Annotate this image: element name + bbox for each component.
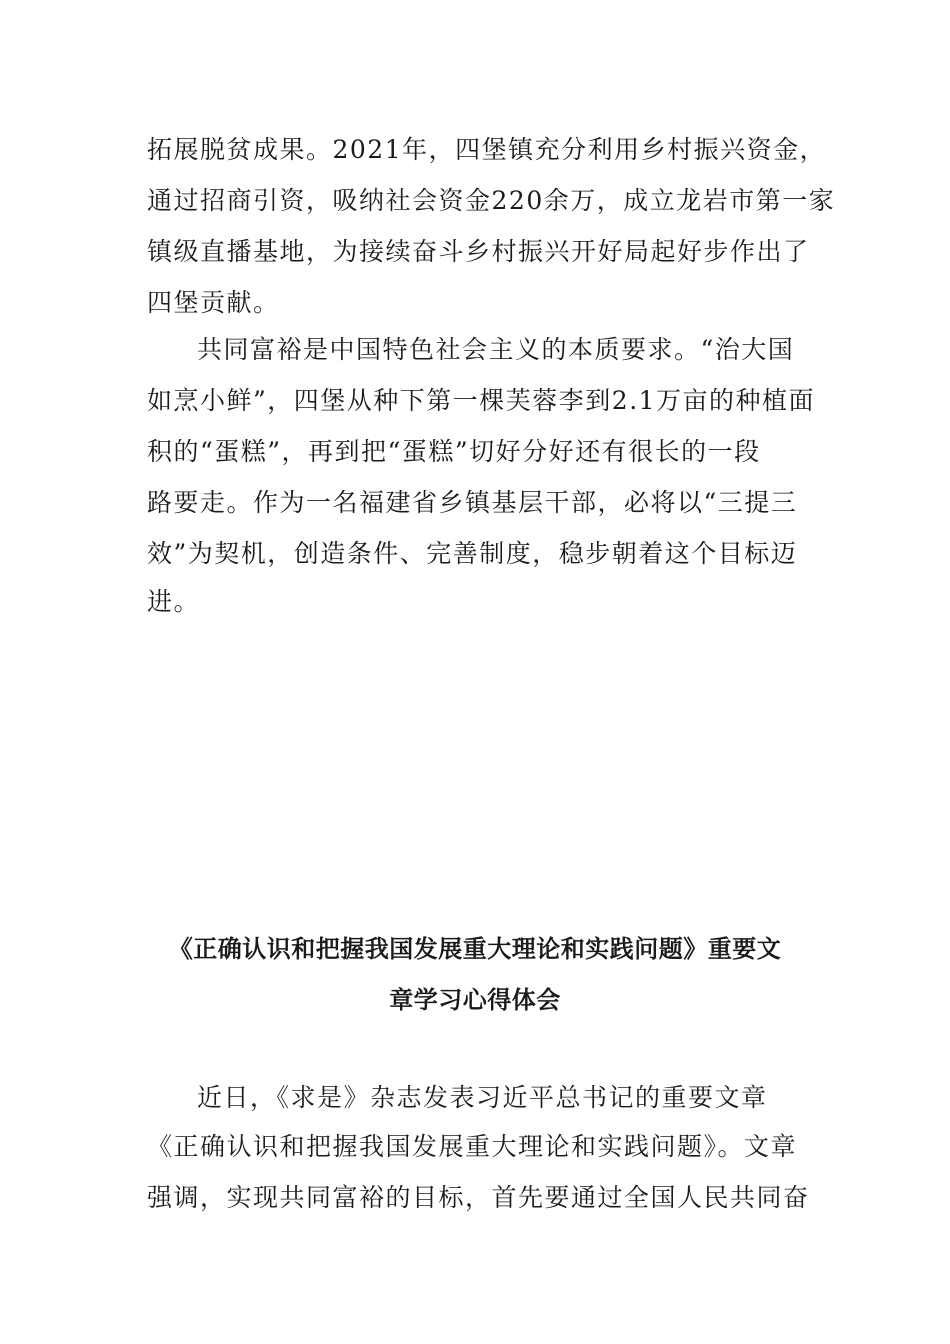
paragraph-2-line-4: 路要走。作为一名福建省乡镇基层干部，必将以“三提三 (147, 488, 798, 517)
article-title-line-1: 《正确认识和把握我国发展重大理论和实践问题》重要文 (168, 935, 782, 963)
paragraph-3-line-3: 强调，实现共同富裕的目标，首先要通过全国人民共同奋 (147, 1183, 810, 1212)
paragraph-2-line-5: 效”为契机，创造条件、完善制度，稳步朝着这个目标迈 (147, 539, 798, 568)
paragraph-2-line-2: 如烹小鲜”，四堡从种下第一棵芙蓉李到2.1万亩的种植面 (147, 386, 816, 415)
paragraph-2-line-3: 积的“蛋糕”，再到把“蛋糕”切好分好还有很长的一段 (147, 437, 761, 466)
article-title-line-2: 章学习心得体会 (389, 986, 561, 1014)
paragraph-2-line-6: 进。 (147, 587, 201, 616)
paragraph-1-line-2: 通过招商引资，吸纳社会资金220余万，成立龙岩市第一家 (147, 186, 836, 215)
paragraph-2-line-1: 共同富裕是中国特色社会主义的本质要求。“治大国 (197, 335, 795, 364)
paragraph-1-line-3: 镇级直播基地，为接续奋斗乡村振兴开好局起好步作出了 (147, 237, 810, 266)
paragraph-1-line-4: 四堡贡献。 (147, 288, 280, 317)
paragraph-1-line-1: 拓展脱贫成果。2021年，四堡镇充分利用乡村振兴资金， (147, 135, 827, 164)
paragraph-3-line-2: 《正确认识和把握我国发展重大理论和实践问题》。文章 (147, 1132, 798, 1161)
paragraph-3-line-1: 近日，《求是》杂志发表习近平总书记的重要文章 (197, 1083, 768, 1112)
